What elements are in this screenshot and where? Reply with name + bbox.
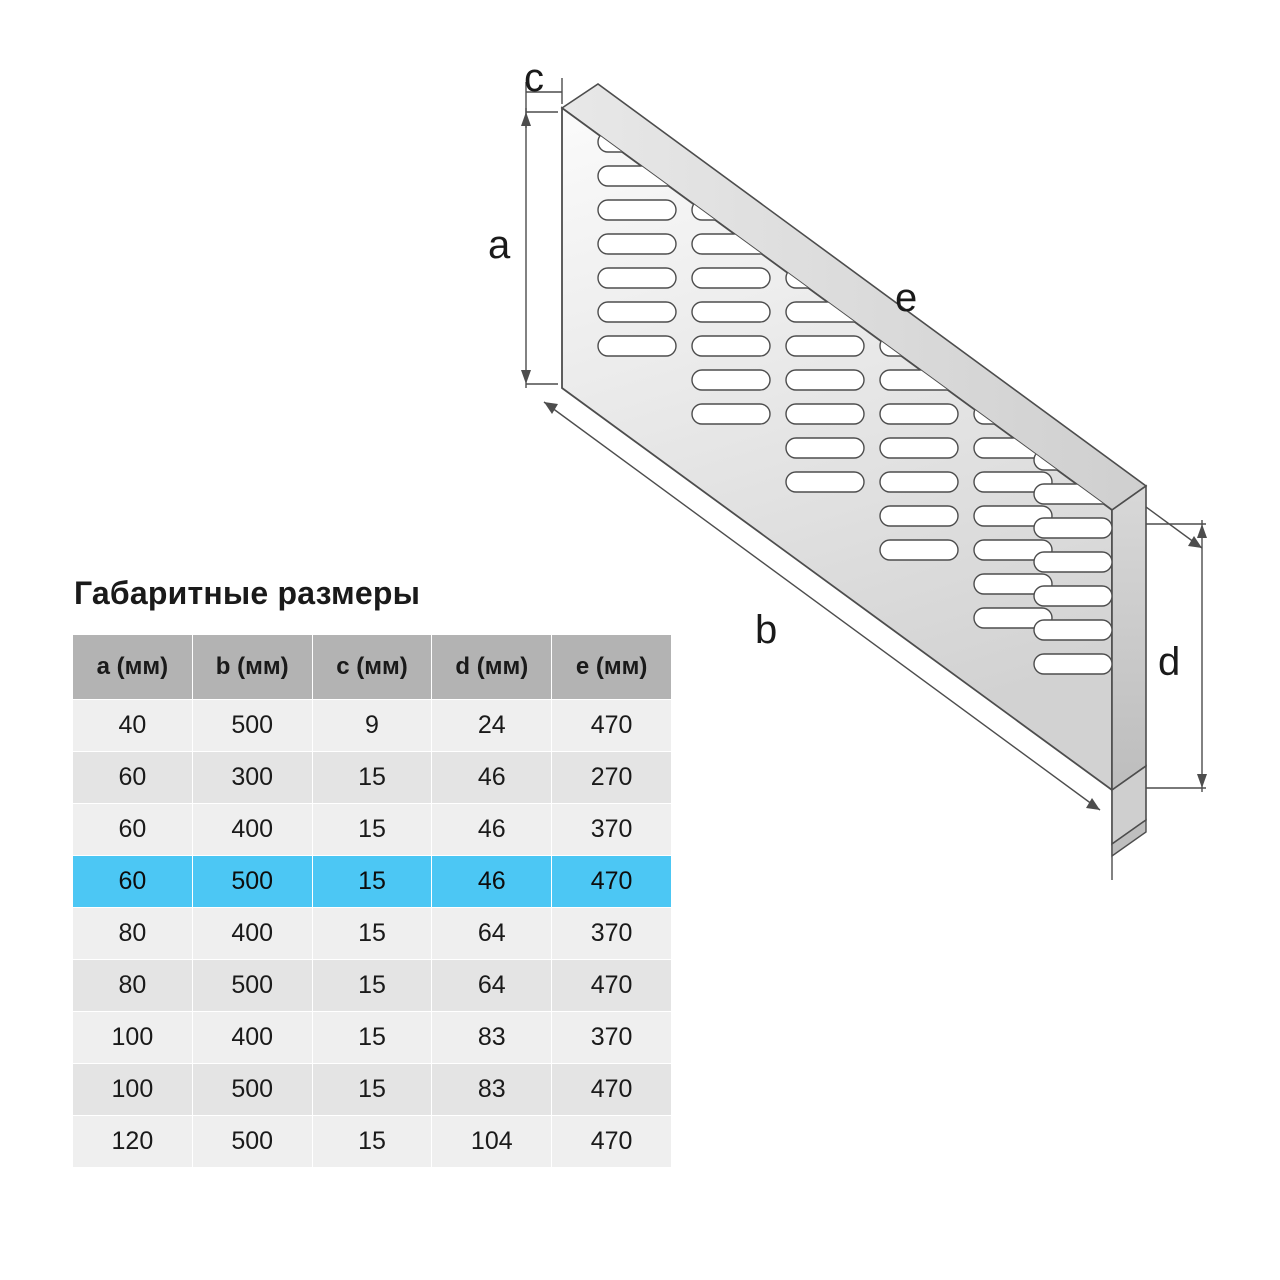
column-header-b: b (мм): [192, 635, 312, 700]
table-cell: 15: [312, 1064, 432, 1116]
table-cell: 15: [312, 1012, 432, 1064]
table-cell: 46: [432, 752, 552, 804]
dimension-label-c: c: [524, 56, 544, 100]
table-cell: 83: [432, 1012, 552, 1064]
table-row[interactable]: [73, 752, 672, 804]
table-cell: 15: [312, 960, 432, 1012]
table-cell: 100: [73, 1012, 193, 1064]
table-row[interactable]: [73, 804, 672, 856]
table-cell: 470: [552, 856, 672, 908]
column-header-d: d (мм): [432, 635, 552, 700]
table-row[interactable]: [73, 856, 672, 908]
table-cell: 64: [432, 908, 552, 960]
table-header-row: [73, 635, 672, 700]
table-cell: 370: [552, 908, 672, 960]
table-cell: 46: [432, 804, 552, 856]
column-header-e: e (мм): [552, 635, 672, 700]
table-row[interactable]: [73, 960, 672, 1012]
table-row[interactable]: [73, 1116, 672, 1168]
table-cell: 400: [192, 804, 312, 856]
table-cell: 60: [73, 804, 193, 856]
table-cell: 400: [192, 1012, 312, 1064]
table-cell: 24: [432, 700, 552, 752]
table-cell: 500: [192, 1116, 312, 1168]
table-cell: 300: [192, 752, 312, 804]
table-cell: 400: [192, 908, 312, 960]
table-cell: 470: [552, 960, 672, 1012]
dimension-label-a: a: [488, 223, 511, 267]
table-cell: 470: [552, 1064, 672, 1116]
dimensions-table-block: [72, 575, 682, 1168]
table-cell: 500: [192, 960, 312, 1012]
table-cell: 270: [552, 752, 672, 804]
table-cell: 15: [312, 752, 432, 804]
table-row[interactable]: [73, 908, 672, 960]
dimensions-table: [72, 634, 672, 1168]
dimension-label-d: d: [1158, 640, 1181, 684]
table-row[interactable]: [73, 1064, 672, 1116]
table-cell: 370: [552, 1012, 672, 1064]
table-cell: 500: [192, 856, 312, 908]
table-cell: 15: [312, 1116, 432, 1168]
table-row[interactable]: [73, 700, 672, 752]
table-cell: 46: [432, 856, 552, 908]
table-cell: 15: [312, 856, 432, 908]
table-cell: 100: [73, 1064, 193, 1116]
table-cell: 370: [552, 804, 672, 856]
dimension-label-b: b: [755, 608, 778, 652]
table-row[interactable]: [73, 1012, 672, 1064]
column-header-a: a (мм): [73, 635, 193, 700]
table-cell: 15: [312, 804, 432, 856]
table-cell: 83: [432, 1064, 552, 1116]
table-cell: 80: [73, 908, 193, 960]
table-body: [73, 700, 672, 1168]
column-header-c: c (мм): [312, 635, 432, 700]
grille-right-return: [1112, 486, 1146, 790]
table-title: Габаритные размеры: [74, 575, 421, 611]
table-cell: 40: [73, 700, 193, 752]
table-cell: 15: [312, 908, 432, 960]
table-cell: 120: [73, 1116, 193, 1168]
table-cell: 470: [552, 700, 672, 752]
table-cell: 9: [312, 700, 432, 752]
table-cell: 60: [73, 752, 193, 804]
table-cell: 500: [192, 1064, 312, 1116]
table-cell: 470: [552, 1116, 672, 1168]
dimension-label-e: e: [895, 276, 918, 320]
table-cell: 500: [192, 700, 312, 752]
table-cell: 60: [73, 856, 193, 908]
table-cell: 64: [432, 960, 552, 1012]
table-cell: 104: [432, 1116, 552, 1168]
table-cell: 80: [73, 960, 193, 1012]
